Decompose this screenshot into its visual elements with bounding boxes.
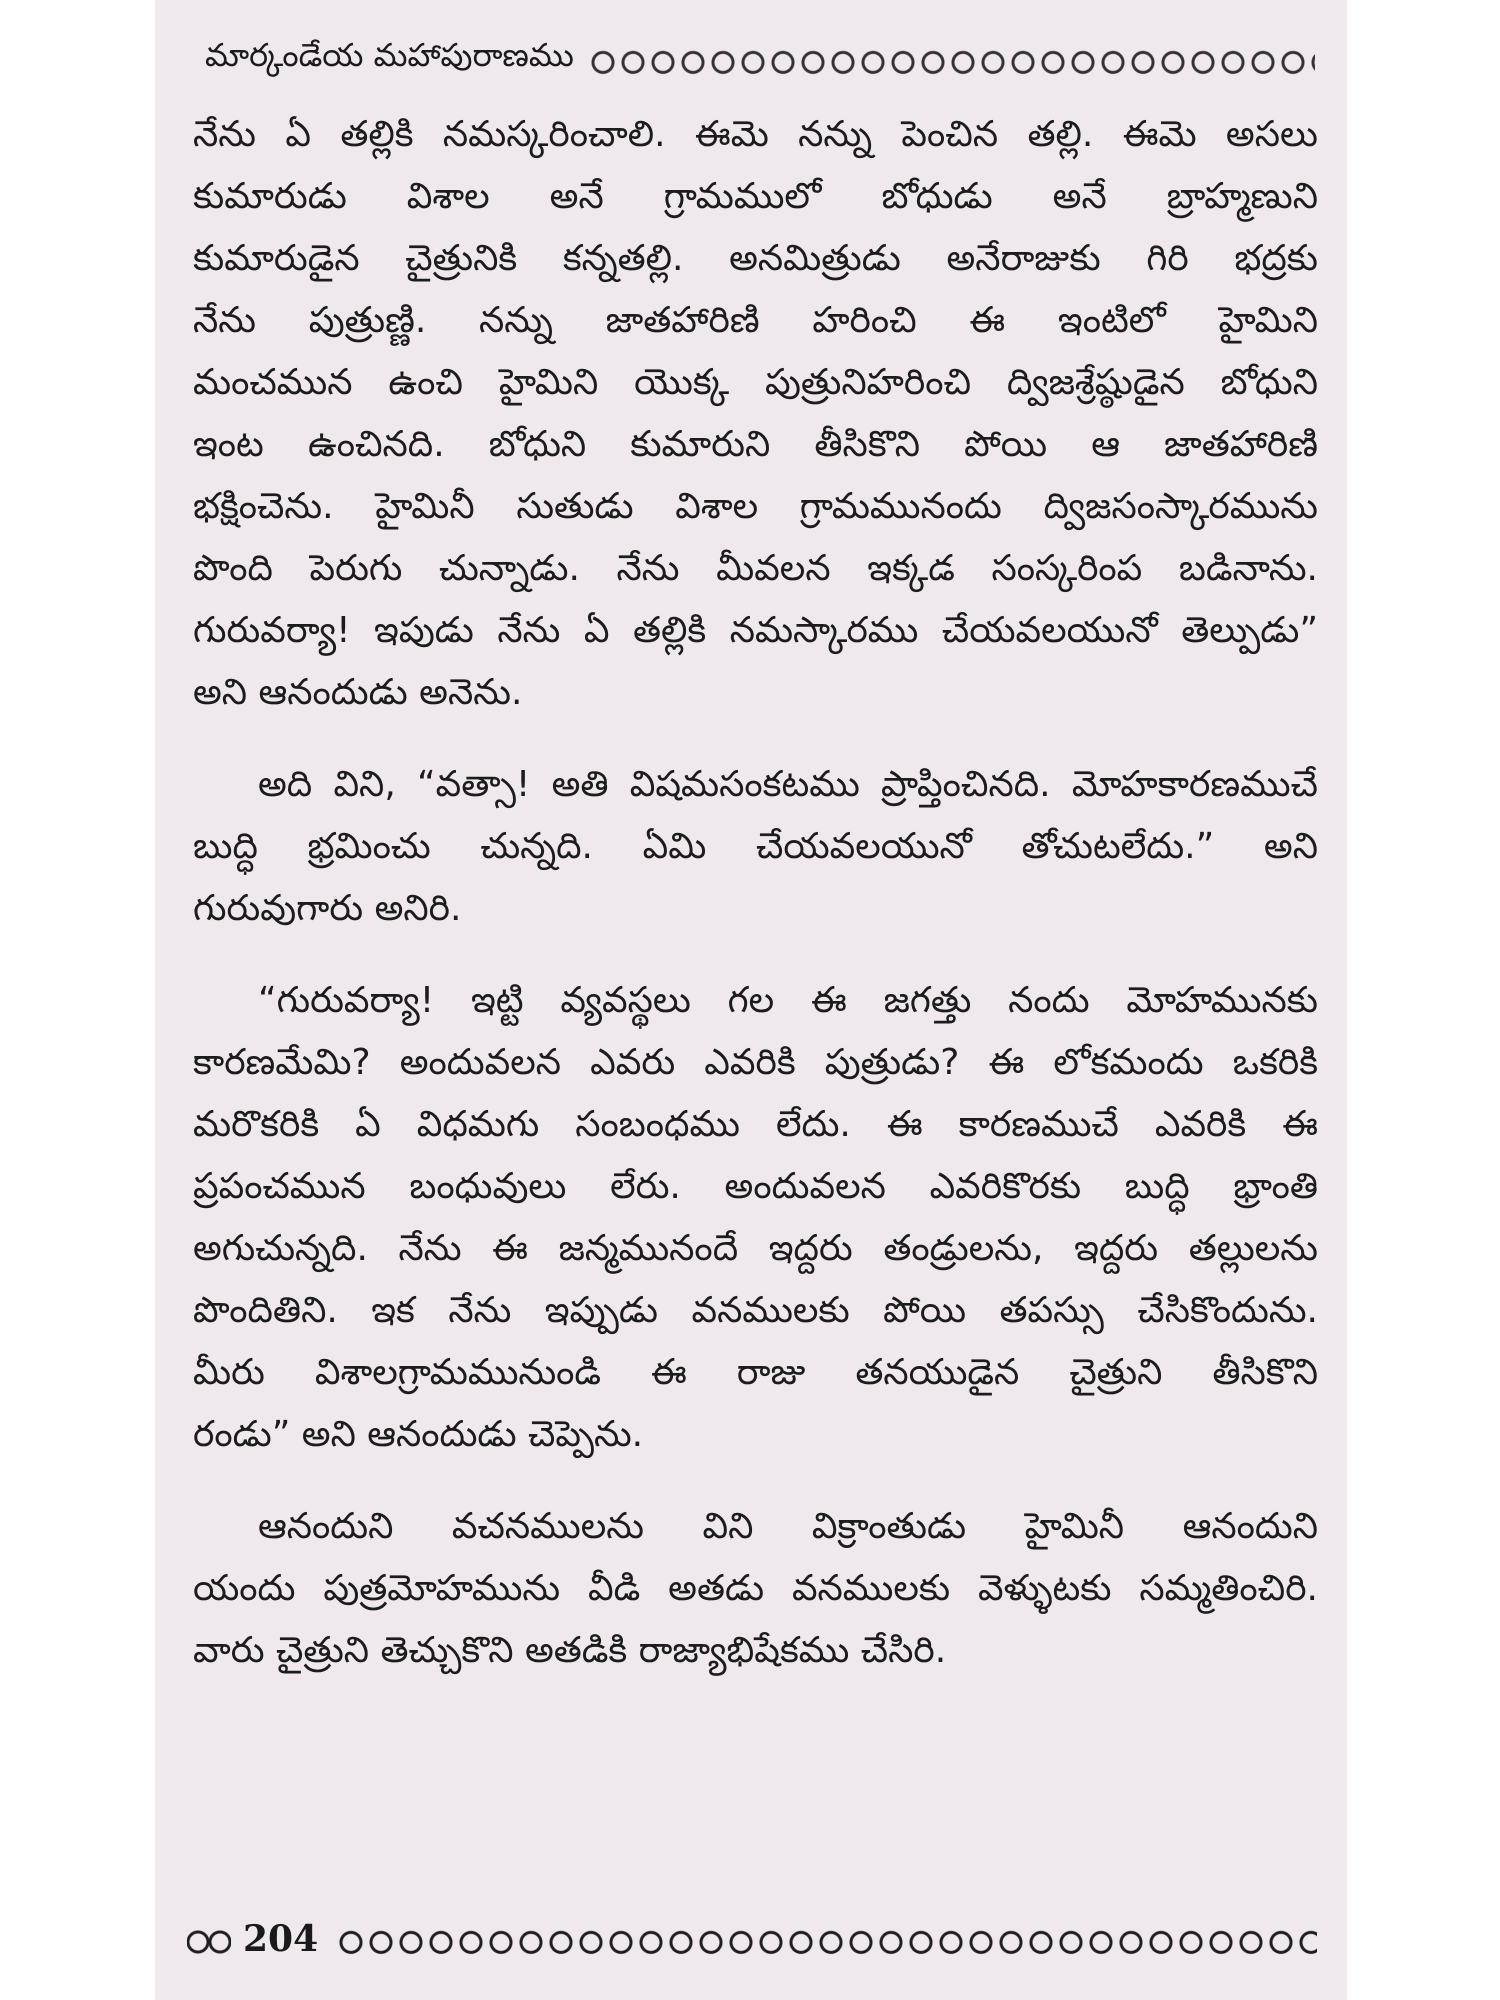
page-header bbox=[205, 34, 1315, 84]
text-line: బుద్ధి భ్రమించు చున్నది. ఏమి చేయవలయునో తోచుటలేదు.” అని bbox=[193, 826, 1318, 867]
header-ornament bbox=[588, 42, 1315, 76]
text-line: యందు పుత్రమోహమును వీడి అతడు వనములకు వెళ్ళుటకు సమ్మతించిరి. bbox=[193, 1568, 1318, 1609]
footer-ornament bbox=[336, 1922, 1317, 1956]
text-line: ఇంట ఉంచినది. బోధుని కుమారుని తీసికొని పోయి ఆ జాతహారిణి bbox=[193, 424, 1318, 465]
paragraph bbox=[193, 104, 1318, 724]
text-line: మరొకరికి ఏ విధమగు సంబంధము లేదు. ఈ కారణముచే ఎవరికి ఈ bbox=[193, 1104, 1318, 1145]
text-line: అగుచున్నది. నేను ఈ జన్మమునందే ఇద్దరు తండ్రులను, ఇద్దరు తల్లులను bbox=[193, 1228, 1318, 1269]
text-line: కారణమేమి? అందువలన ఎవరు ఎవరికి పుత్రుడు? ఈ లోకమందు ఒకరికి bbox=[193, 1042, 1318, 1083]
text-line: గురువుగారు అనిరి. bbox=[193, 888, 462, 929]
text-line: వారు చైత్రుని తెచ్చుకొని అతడికి రాజ్యాభిషేకము చేసిరి. bbox=[193, 1630, 947, 1671]
text-line: ఆనందుని వచనములను విని విక్రాంతుడు హైమినీ ఆనందుని bbox=[258, 1506, 1318, 1547]
page-number: 204 bbox=[243, 1918, 319, 1960]
text-line: పొందితిని. ఇక నేను ఇప్పుడు వనములకు పోయి తపస్సు చేసికొందును. bbox=[193, 1290, 1318, 1331]
running-title: మార్కండేయ మహాపురాణము bbox=[205, 36, 574, 74]
page-footer bbox=[187, 1914, 1317, 1964]
text-line: కుమారుడు విశాల అనే గ్రామములో బోధుడు అనే బ్రాహ్మణుని bbox=[193, 176, 1318, 217]
text-line: మంచమున ఉంచి హైమిని యొక్క పుత్రునిహరించి ద్విజశ్రేష్ఠుడైన బోధుని bbox=[193, 362, 1318, 403]
text-line: గురువర్యా! ఇపుడు నేను ఏ తల్లికి నమస్కారము చేయవలయునో తెల్పుడు” bbox=[193, 610, 1318, 651]
book-page bbox=[155, 0, 1347, 2000]
text-line: నేను పుత్రుణ్ణి. నన్ను జాతహారిణి హరించి ఈ ఇంటిలో హైమిని bbox=[193, 300, 1318, 341]
text-line: మీరు విశాలగ్రామమునుండి ఈ రాజు తనయుడైన చైత్రుని తీసికొని bbox=[193, 1352, 1318, 1393]
text-line: అని ఆనందుడు అనెను. bbox=[193, 672, 523, 713]
paragraph bbox=[193, 1496, 1318, 1682]
text-line: ప్రపంచమున బంధువులు లేరు. అందువలన ఎవరికొరకు బుద్ధి భ్రాంతి bbox=[193, 1166, 1318, 1207]
paragraph bbox=[193, 754, 1318, 940]
footer-ornament-icon bbox=[187, 1924, 231, 1954]
paragraph bbox=[193, 970, 1318, 1466]
text-line: రండు” అని ఆనందుడు చెప్పెను. bbox=[193, 1414, 644, 1455]
page-body bbox=[193, 104, 1318, 1712]
text-line: “గురువర్యా! ఇట్టి వ్యవస్థలు గల ఈ జగత్తు నందు మోహమునకు bbox=[258, 980, 1318, 1021]
text-line: పొంది పెరుగు చున్నాడు. నేను మీవలన ఇక్కడ సంస్కరింప బడినాను. bbox=[193, 548, 1318, 589]
text-line: నేను ఏ తల్లికి నమస్కరించాలి. ఈమె నన్ను పెంచిన తల్లి. ఈమె అసలు bbox=[193, 114, 1318, 155]
text-line: భక్షించెను. హైమినీ సుతుడు విశాల గ్రామమునందు ద్విజసంస్కారమును bbox=[193, 486, 1318, 527]
text-line: అది విని, “వత్సా! అతి విషమసంకటము ప్రాప్తించినది. మోహకారణముచే bbox=[258, 764, 1318, 805]
text-line: కుమారుడైన చైత్రునికి కన్నతల్లి. అనమిత్రుడు అనేరాజుకు గిరి భద్రకు bbox=[193, 238, 1318, 279]
